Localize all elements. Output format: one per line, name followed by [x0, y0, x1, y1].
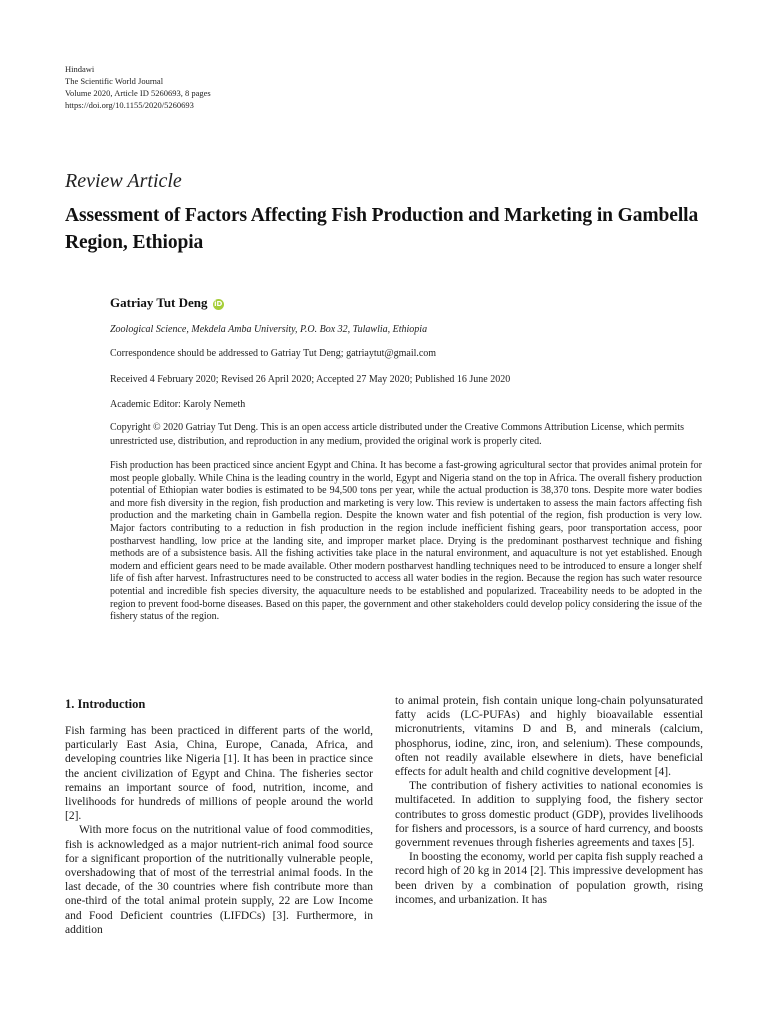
body-paragraph: With more focus on the nutritional value of food commodities, fish is acknowledged as a major nutrient-rich animal food source for a significant proportion of the nutritionally vulnerable people, overshadowing that of most of the terrestrial animal foods. In the last decade, of the 30 countries where fish contribute more than one-third of the total animal protein supply, 22 are Low Income and Food Deficient countries (LIFDCs) [3]. Furthermore, in addition — [65, 824, 373, 936]
affiliation: Zoological Science, Mekdela Amba University, P.O. Box 32, Tulawlia, Ethiopia — [110, 324, 428, 335]
paper-title: Assessment of Factors Affecting Fish Production and Marketing in Gambella Region, Ethiopia — [65, 205, 699, 253]
body-column-left — [65, 694, 373, 937]
correspondence: Correspondence should be addressed to Gatriay Tut Deng; gatriaytut@gmail.com — [110, 348, 437, 359]
orcid-icon[interactable]: iD — [214, 300, 223, 308]
body-paragraph: Fish farming has been practiced in different parts of the world, particularly East Asia, China, Europe, Canada, Africa, and developing countries like Nigeria [1]. It has been in practice since the ancient civilization of Egypt and China. The fisheries sector remains an important source of food, nutrition, income, and livelihoods for hundreds of millions of people around the world [2]. — [65, 725, 373, 823]
body-column-right — [395, 694, 703, 907]
author-name[interactable]: Gatriay Tut Deng — [110, 295, 208, 310]
body-paragraph: The contribution of fishery activities to national economies is multifaceted. In addition to supplying food, the fishery sector contributes to gross domestic product (GDP), provides livelihoods for fishers and processors, is a source of hard currency, and boosts government revenues through fisheries agreements and taxes [5]. — [395, 780, 703, 850]
copyright-notice: Copyright © 2020 Gatriay Tut Deng. This is an open access article distributed under the Creative Commons Attribution License, which permits unrestricted use, distribution, and reproduction in any medium, provided the original work is properly cited. — [110, 422, 684, 447]
volume-line: Volume 2020, Article ID 5260693, 8 pages — [65, 88, 211, 98]
academic-editor: Academic Editor: Karoly Nemeth — [110, 399, 246, 410]
article-type: Review Article — [65, 170, 182, 192]
body-paragraph: to animal protein, fish contain unique long-chain polyunsaturated fatty acids (LC-PUFAs) and highly bioavailable essential micronutrients, vitamins D and B, and minerals (calcium, phosphorus, iodine, zinc, iron, and selenium). These compounds, often not readily available elsewhere in diets, have beneficial effects for adult health and child cognitive development [4]. — [395, 695, 703, 779]
journal-name: The Scientific World Journal — [65, 76, 164, 86]
publication-dates: Received 4 February 2020; Revised 26 April 2020; Accepted 27 May 2020; Published 16 June 2020 — [110, 374, 511, 385]
section-heading: 1. Introduction — [65, 697, 146, 711]
abstract: Fish production has been practiced since ancient Egypt and China. It has become a fast-growing agricultural sector that provides animal protein for most people globally. While China is the leading country in the world, Egypt and Nigeria stand on the top in Africa. The overall fishery production potential of Ethiopian water bodies is estimated to be 94,500 tons per year, while the actual production is 38,370 tons. Despite more water bodies and more fish diversity in the region, fish production and marketing is very low. This review is undertaken to assess the main factors affecting fish production and the marketing chain in Gambella region. Despite the known water and fish potential of the region, fish production is very low. Major factors contributing to a reduction in fish production in the region include inefficient fishing gears, poor transportation access, poor postharvest handling, low price at the landing site, and improper market place. Drying is the predominant postharvest technique and fishing methods are of a subsistence basis. All the fishing activities take place in the natural environment, and aquaculture is not yet established. Enough modern and efficient gears need to be made available. Other modern postharvest handling techniques need to be introduced to ensure a longer shelf life of fish after harvest. Infrastructures need to be constructed to access all water bodies in the region. Because the region has such water resource potential and incredible fish species diversity, the aquaculture needs to be established and popularized. Traceability needs to be adopted in the region to prevent food-borne diseases. Based on this paper, the government and other stakeholders could develop policy considering the issue of the fishery status of the region. — [110, 460, 702, 623]
author-line — [110, 295, 224, 311]
journal-header — [65, 63, 211, 111]
publisher-name: Hindawi — [65, 64, 95, 74]
body-paragraph: In boosting the economy, world per capita fish supply reached a record high of 20 kg in 2014 [2]. This impressive development has been driven by a combination of population growth, rising incomes, and urbanization. It has — [395, 851, 704, 906]
doi-link[interactable]: https://doi.org/10.1155/2020/5260693 — [65, 100, 194, 110]
